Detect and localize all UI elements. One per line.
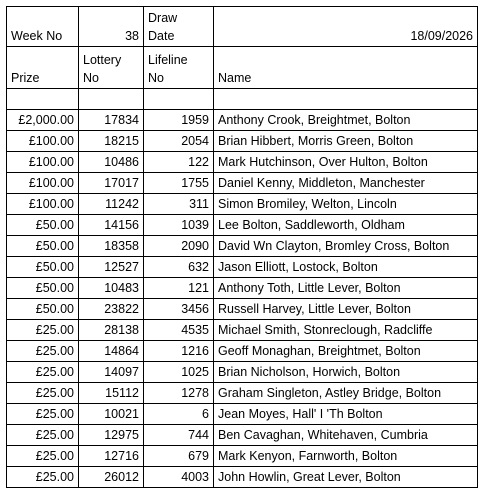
winner-name-cell: Anthony Crook, Breightmet, Bolton: [214, 110, 478, 131]
lifeline-number-cell: 1755: [144, 173, 214, 194]
winner-name-cell: Anthony Toth, Little Lever, Bolton: [214, 278, 478, 299]
prize-cell: £100.00: [7, 194, 79, 215]
winner-name-cell: Brian Hibbert, Morris Green, Bolton: [214, 131, 478, 152]
lifeline-number-cell: 4535: [144, 320, 214, 341]
lifeline-number-cell: 4003: [144, 467, 214, 488]
lottery-number-cell: 26012: [79, 467, 144, 488]
table-row: [7, 446, 478, 467]
blank-cell: [144, 89, 214, 110]
winner-name-cell: Graham Singleton, Astley Bridge, Bolton: [214, 383, 478, 404]
draw-date-label-line1: Draw: [148, 11, 178, 25]
blank-cell: [214, 89, 478, 110]
lottery-number-cell: 10021: [79, 404, 144, 425]
lifeline-number-cell: 1278: [144, 383, 214, 404]
results-table-body: [7, 7, 478, 488]
lifeline-number-cell: 632: [144, 257, 214, 278]
table-row: [7, 173, 478, 194]
winner-name-cell: Michael Smith, Stonreclough, Radcliffe: [214, 320, 478, 341]
winner-name-cell: Geoff Monaghan, Breightmet, Bolton: [214, 341, 478, 362]
lifeline-header-line2: No: [148, 71, 164, 85]
winner-name-cell: Daniel Kenny, Middleton, Manchester: [214, 173, 478, 194]
winner-name-cell: Jason Elliott, Lostock, Bolton: [214, 257, 478, 278]
prize-cell: £50.00: [7, 215, 79, 236]
prize-cell: £100.00: [7, 152, 79, 173]
table-row: [7, 362, 478, 383]
lottery-number-cell: 10486: [79, 152, 144, 173]
winner-name-cell: Lee Bolton, Saddleworth, Oldham: [214, 215, 478, 236]
prize-cell: £25.00: [7, 404, 79, 425]
draw-date-value: 18/09/2026: [214, 7, 478, 47]
prize-cell: £100.00: [7, 173, 79, 194]
lottery-header-line1: Lottery: [83, 53, 122, 67]
lifeline-number-cell: 2090: [144, 236, 214, 257]
table-row: [7, 278, 478, 299]
header-row-columns: [7, 47, 478, 89]
prize-cell: £25.00: [7, 362, 79, 383]
lifeline-header-line1: Lifeline: [148, 53, 188, 67]
table-row: [7, 257, 478, 278]
table-row: [7, 215, 478, 236]
lottery-number-cell: 18358: [79, 236, 144, 257]
lottery-number-cell: 17834: [79, 110, 144, 131]
prize-cell: £25.00: [7, 320, 79, 341]
prize-cell: £2,000.00: [7, 110, 79, 131]
lifeline-number-cell: 679: [144, 446, 214, 467]
winner-name-cell: Mark Kenyon, Farnworth, Bolton: [214, 446, 478, 467]
lottery-number-cell: 15112: [79, 383, 144, 404]
prize-cell: £50.00: [7, 299, 79, 320]
table-row: [7, 425, 478, 446]
week-label: Week No: [7, 7, 79, 47]
winner-name-cell: Brian Nicholson, Horwich, Bolton: [214, 362, 478, 383]
lottery-number-cell: 12975: [79, 425, 144, 446]
prize-cell: £50.00: [7, 257, 79, 278]
prize-cell: £50.00: [7, 236, 79, 257]
winner-name-cell: David Wn Clayton, Bromley Cross, Bolton: [214, 236, 478, 257]
prize-cell: £25.00: [7, 341, 79, 362]
lottery-number-cell: 12716: [79, 446, 144, 467]
winner-name-cell: Ben Cavaghan, Whitehaven, Cumbria: [214, 425, 478, 446]
lifeline-number-cell: 6: [144, 404, 214, 425]
lifeline-number-cell: 122: [144, 152, 214, 173]
table-row: [7, 383, 478, 404]
lottery-number-cell: 17017: [79, 173, 144, 194]
prize-cell: £100.00: [7, 131, 79, 152]
lottery-number-cell: 14864: [79, 341, 144, 362]
header-row-week: [7, 7, 478, 47]
winner-name-cell: Mark Hutchinson, Over Hulton, Bolton: [214, 152, 478, 173]
table-row: [7, 236, 478, 257]
lifeline-header: [144, 47, 214, 89]
table-row: [7, 152, 478, 173]
week-value: 38: [79, 7, 144, 47]
draw-date-label: [144, 7, 214, 47]
table-row: [7, 404, 478, 425]
winner-name-cell: John Howlin, Great Lever, Bolton: [214, 467, 478, 488]
winner-name-cell: Russell Harvey, Little Lever, Bolton: [214, 299, 478, 320]
lottery-number-cell: 23822: [79, 299, 144, 320]
results-table: [6, 6, 478, 488]
lifeline-number-cell: 3456: [144, 299, 214, 320]
lifeline-number-cell: 1959: [144, 110, 214, 131]
blank-row: [7, 89, 478, 110]
name-header: Name: [214, 47, 478, 89]
table-row: [7, 467, 478, 488]
table-row: [7, 110, 478, 131]
lottery-number-cell: 18215: [79, 131, 144, 152]
prize-cell: £25.00: [7, 383, 79, 404]
blank-cell: [7, 89, 79, 110]
table-row: [7, 341, 478, 362]
lifeline-number-cell: 2054: [144, 131, 214, 152]
lottery-header-line2: No: [83, 71, 99, 85]
lottery-number-cell: 10483: [79, 278, 144, 299]
table-row: [7, 320, 478, 341]
blank-cell: [79, 89, 144, 110]
winner-name-cell: Jean Moyes, Hall' I 'Th Bolton: [214, 404, 478, 425]
prize-cell: £25.00: [7, 425, 79, 446]
table-row: [7, 299, 478, 320]
lifeline-number-cell: 121: [144, 278, 214, 299]
lifeline-number-cell: 1216: [144, 341, 214, 362]
winner-name-cell: Simon Bromiley, Welton, Lincoln: [214, 194, 478, 215]
lottery-number-cell: 28138: [79, 320, 144, 341]
prize-cell: £25.00: [7, 446, 79, 467]
table-row: [7, 194, 478, 215]
lottery-number-cell: 14156: [79, 215, 144, 236]
lifeline-number-cell: 311: [144, 194, 214, 215]
draw-date-label-line2: Date: [148, 29, 175, 43]
lottery-number-cell: 11242: [79, 194, 144, 215]
lottery-number-cell: 14097: [79, 362, 144, 383]
prize-cell: £25.00: [7, 467, 79, 488]
lifeline-number-cell: 744: [144, 425, 214, 446]
lottery-header: [79, 47, 144, 89]
lottery-number-cell: 12527: [79, 257, 144, 278]
prize-cell: £50.00: [7, 278, 79, 299]
prize-header: Prize: [7, 47, 79, 89]
lifeline-number-cell: 1039: [144, 215, 214, 236]
lifeline-number-cell: 1025: [144, 362, 214, 383]
table-row: [7, 131, 478, 152]
